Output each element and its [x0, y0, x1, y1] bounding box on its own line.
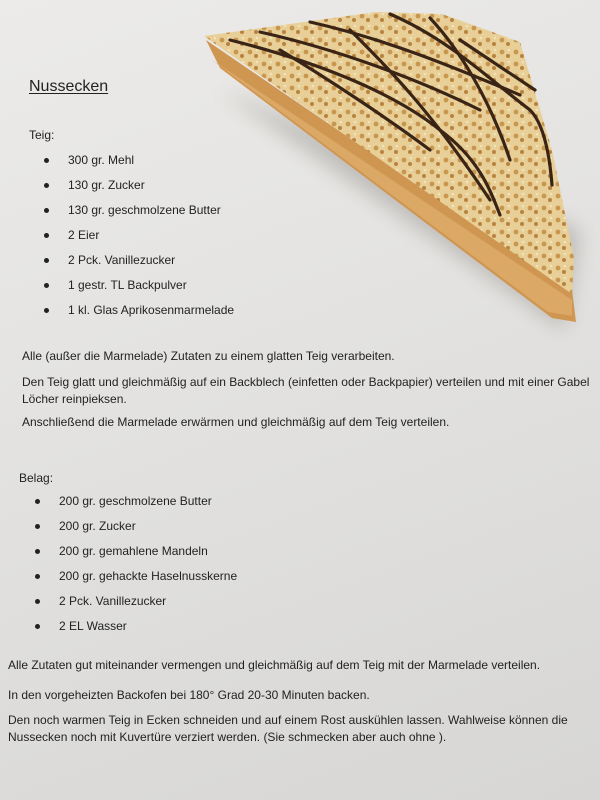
- list-item: 200 gr. Zucker: [59, 519, 237, 544]
- list-item: 130 gr. Zucker: [68, 178, 234, 203]
- belag-label: Belag:: [19, 471, 54, 485]
- recipe-title: Nussecken: [29, 78, 109, 95]
- list-item: 200 gr. gemahlene Mandeln: [59, 544, 237, 569]
- belag-step-1: Alle Zutaten gut miteinander vermengen und gleichmäßig auf dem Teig mit der Marmelade verteilen.: [8, 658, 541, 672]
- belag-step-3: Den noch warmen Teig in Ecken schneiden und auf einem Rost auskühlen lassen. Wahlweise können die Nussecken noch mit Kuvertüre verziert werden. (Sie schmecken aber auch ohne ).: [8, 713, 568, 744]
- list-item: 300 gr. Mehl: [68, 153, 234, 178]
- list-item: 2 Pck. Vanillezucker: [59, 594, 237, 619]
- teig-ingredient-list: [68, 153, 234, 328]
- belag-ingredient-list: [59, 494, 237, 644]
- belag-step-2: In den vorgeheizten Backofen bei 180° Grad 20-30 Minuten backen.: [8, 688, 370, 702]
- nussecke-photo: [190, 0, 600, 340]
- teig-step-1: Alle (außer die Marmelade) Zutaten zu einem glatten Teig verarbeiten.: [22, 349, 395, 363]
- list-item: 200 gr. gehackte Haselnusskerne: [59, 569, 237, 594]
- list-item: 1 kl. Glas Aprikosenmarmelade: [68, 303, 234, 328]
- list-item: 2 Eier: [68, 228, 234, 253]
- list-item: 130 gr. geschmolzene Butter: [68, 203, 234, 228]
- list-item: 2 EL Wasser: [59, 619, 237, 644]
- list-item: 200 gr. geschmolzene Butter: [59, 494, 237, 519]
- teig-label: Teig:: [29, 128, 55, 142]
- teig-step-3: Anschließend die Marmelade erwärmen und gleichmäßig auf dem Teig verteilen.: [22, 415, 450, 429]
- list-item: 2 Pck. Vanillezucker: [68, 253, 234, 278]
- list-item: 1 gestr. TL Backpulver: [68, 278, 234, 303]
- teig-step-2: Den Teig glatt und gleichmäßig auf ein Backblech (einfetten oder Backpapier) verteilen und mit einer Gabel Löcher reinpieksen.: [22, 375, 590, 406]
